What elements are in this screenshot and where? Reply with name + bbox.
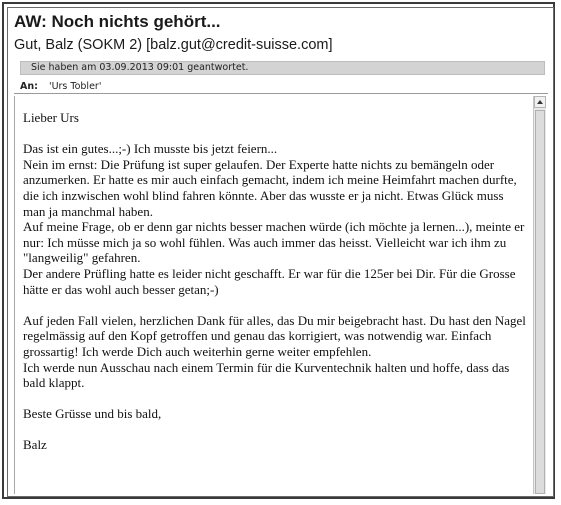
message-body[interactable] [14, 96, 534, 494]
body-line: Nein im ernst: Die Prüfung ist super gelaufen. Der Experte hatte nichts zu bemängeln oder anzumerken. Er hatte es mir auch einfach gemacht, indem ich meine Heimfahrt machen durfte, die ich inzwischen wohl blind fahren könnte. Aber das wusste er ja nicht. Etwas Glück muss man ja manchmal haben. [23, 156, 517, 219]
signature: Balz [23, 437, 47, 453]
reply-info-bar[interactable] [20, 61, 545, 75]
recipient-line [20, 81, 101, 92]
body-line: Ich werde nun Ausschau nach einem Termin für die Kurventechnik halten und hoffe, dass das bald klappt. [23, 359, 510, 391]
closing: Beste Grüsse und bis bald, [23, 406, 162, 422]
body-line: Auf jeden Fall vielen, herzlichen Dank für alles, das Du mir beigebracht hast. Du hast den Nagel regelmässig auf den Kopf getroffen und genau das korrigiert, was notwendig war. Einfach grossartig! Ich werde Dich auch weiterhin gerne weiter empfehlen. [23, 312, 526, 359]
reply-info-text: Sie haben am 03.09.2013 09:01 geantwortet. [31, 62, 249, 73]
header-divider [14, 93, 548, 94]
scroll-thumb[interactable] [535, 110, 545, 494]
paragraph-gap [23, 126, 529, 142]
paragraph-gap [23, 422, 529, 438]
message-body-text [23, 110, 529, 453]
paragraph-gap [23, 297, 529, 313]
body-line: Auf meine Frage, ob er denn gar nichts besser machen würde (ich möchte ja lernen...), meinte er nur: Ich müsse mich ja so wohl fühlen. Was auch immer das heisst. Vielleicht war ich ihm zu "langweilig" gefahren. [23, 219, 525, 266]
to-label: An: [20, 81, 38, 92]
email-sender[interactable]: Gut, Balz (SOKM 2) [balz.gut@credit-suisse.com] [14, 37, 333, 53]
email-subject: AW: Noch nichts gehört... [14, 12, 221, 31]
vertical-scrollbar[interactable] [533, 96, 546, 494]
body-line: Der andere Prüfling hatte es leider nicht geschafft. Er war für die 125er bei Dir. Für die Grosse hätte er das wohl auch besser getan;-) [23, 265, 516, 297]
body-line: Das ist ein gutes...;-) Ich musste bis jetzt feiern... [23, 141, 278, 157]
scroll-up-arrow-icon[interactable] [534, 96, 546, 108]
greeting: Lieber Urs [23, 110, 79, 125]
paragraph-gap [23, 391, 529, 407]
to-recipient[interactable]: 'Urs Tobler' [48, 81, 102, 92]
